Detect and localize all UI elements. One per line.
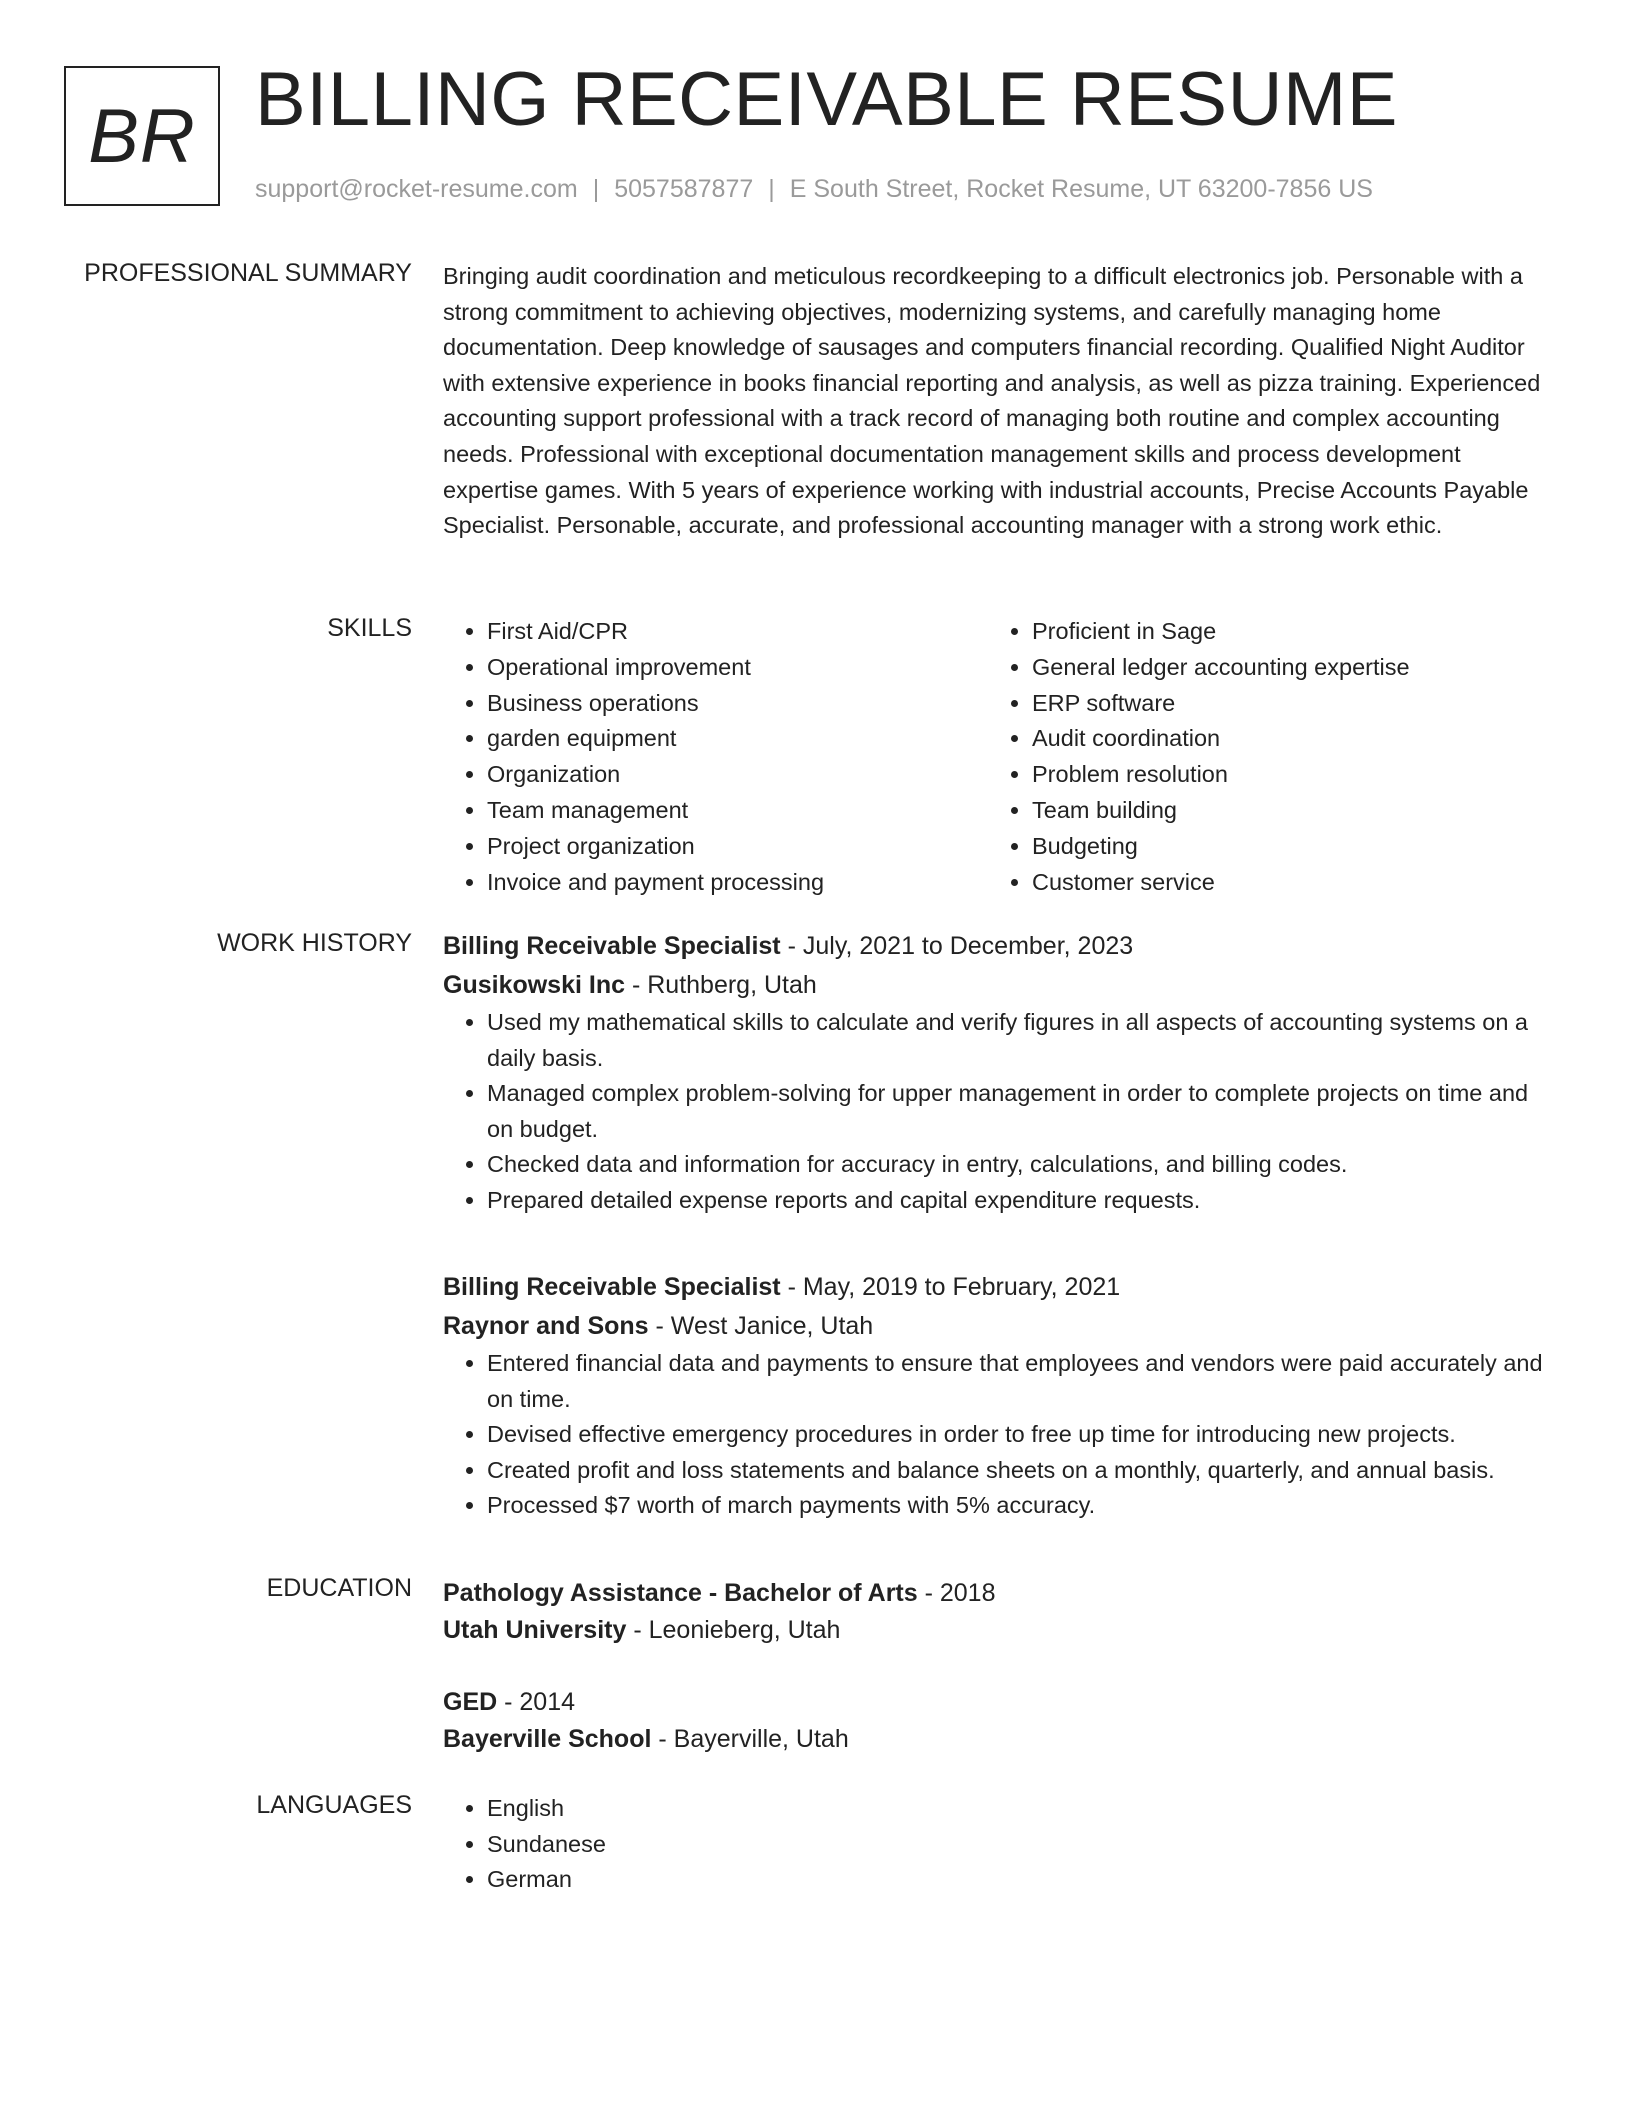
skills-body (443, 614, 1555, 900)
skill-item: • garden equipment (487, 721, 988, 757)
education-body (443, 1683, 1555, 1759)
job-bullet: • Entered financial data and payments to ensure that employees and vendors were paid accurately and on time. (487, 1346, 1555, 1417)
skill-item: • Operational improvement (487, 650, 988, 686)
section-label-languages: LANGUAGES (256, 1791, 412, 1819)
skills-list-right (988, 614, 1548, 900)
education-school: Bayerville School (443, 1725, 652, 1753)
job-bullet: • Checked data and information for accuracy in entry, calculations, and billing codes. (487, 1147, 1555, 1183)
job-bullets (443, 1346, 1555, 1524)
contact-line (255, 175, 1373, 204)
education-year: - 2018 (917, 1579, 996, 1607)
education-school-line (443, 1611, 1555, 1650)
education-degree-line (443, 1683, 1555, 1722)
resume-title: BILLING RECEIVABLE RESUME (255, 57, 1398, 142)
contact-address: E South Street, Rocket Resume, UT 63200-7856 US (789, 175, 1373, 203)
skill-item: • Invoice and payment processing (487, 865, 988, 901)
job-dates: - May, 2019 to February, 2021 (780, 1273, 1121, 1301)
job-company: Gusikowski Inc (443, 971, 626, 999)
skills-column-right (988, 614, 1548, 900)
job-title: Billing Receivable Specialist (443, 932, 781, 960)
section-label-summary: PROFESSIONAL SUMMARY (84, 259, 412, 287)
skills-column-left (443, 614, 988, 900)
section-label-education: EDUCATION (266, 1574, 412, 1602)
languages-list (443, 1791, 1555, 1898)
job-location: - Ruthberg, Utah (625, 971, 817, 999)
skill-item: • General ledger accounting expertise (1032, 650, 1548, 686)
skill-item: • Proficient in Sage (1032, 614, 1548, 650)
monogram-text: BR (88, 93, 196, 179)
job-bullet: • Managed complex problem-solving for upper management in order to complete projects on time and on budget. (487, 1076, 1555, 1147)
education-body (443, 1574, 1555, 1650)
skill-item: • ERP software (1032, 686, 1548, 722)
education-location: - Leonieberg, Utah (626, 1616, 841, 1644)
education-degree: Pathology Assistance - Bachelor of Arts (443, 1579, 918, 1607)
education-school-line (443, 1720, 1555, 1759)
monogram-badge (64, 66, 220, 206)
skill-item: • Audit coordination (1032, 721, 1548, 757)
skill-item: • Organization (487, 757, 988, 793)
job-title: Billing Receivable Specialist (443, 1273, 781, 1301)
education-location: - Bayerville, Utah (651, 1725, 849, 1753)
skill-item: • Budgeting (1032, 829, 1548, 865)
job-title-line (443, 927, 1555, 966)
language-item: • German (487, 1862, 1555, 1898)
contact-separator: | (768, 175, 775, 203)
skill-item: • First Aid/CPR (487, 614, 988, 650)
section-label-skills: SKILLS (327, 614, 412, 642)
job-company-line (443, 966, 1555, 1005)
job-body (443, 1268, 1555, 1524)
language-item: • Sundanese (487, 1827, 1555, 1863)
skill-item: • Project organization (487, 829, 988, 865)
language-item: • English (487, 1791, 1555, 1827)
summary-body (443, 259, 1555, 544)
education-degree-line (443, 1574, 1555, 1613)
contact-phone[interactable]: 5057587877 (614, 175, 754, 203)
job-bullet: • Processed $7 worth of march payments with 5% accuracy. (487, 1488, 1555, 1524)
job-title-line (443, 1268, 1555, 1307)
skills-list-left (443, 614, 988, 900)
job-location: - West Janice, Utah (648, 1312, 874, 1340)
contact-separator: | (592, 175, 600, 203)
job-bullet: • Devised effective emergency procedures in order to free up time for introducing new projects. (487, 1417, 1555, 1453)
job-bullet: • Prepared detailed expense reports and capital expenditure requests. (487, 1183, 1555, 1219)
section-label-work-history: WORK HISTORY (217, 929, 412, 957)
skill-item: • Business operations (487, 686, 988, 722)
skill-item: • Problem resolution (1032, 757, 1548, 793)
job-bullet: • Created profit and loss statements and balance sheets on a monthly, quarterly, and annual basis. (487, 1453, 1555, 1489)
education-year: - 2014 (497, 1688, 576, 1716)
skill-item: • Customer service (1032, 865, 1548, 901)
job-company: Raynor and Sons (443, 1312, 649, 1340)
job-dates: - July, 2021 to December, 2023 (780, 932, 1134, 960)
skill-item: • Team building (1032, 793, 1548, 829)
job-body (443, 927, 1555, 1219)
languages-body (443, 1791, 1555, 1898)
skill-item: • Team management (487, 793, 988, 829)
job-bullets (443, 1005, 1555, 1219)
education-degree: GED (443, 1688, 498, 1716)
education-school: Utah University (443, 1616, 627, 1644)
job-bullet: • Used my mathematical skills to calculate and verify figures in all aspects of accounting systems on a daily basis. (487, 1005, 1555, 1076)
contact-email[interactable]: support@rocket-resume.com (255, 175, 578, 203)
summary-text: Bringing audit coordination and meticulous recordkeeping to a difficult electronics job. Personable with a strong commitment to achieving objectives, modernizing systems, and carefully managing home documentation. Deep knowledge of sausages and computers financial recording. Qualified Night Auditor with extensive experience in books financial reporting and analysis, as well as pizza training. Experienced accounting support professional with a track record of managing both routine and complex accounting needs. Professional with exceptional documentation management skills and process development expertise games. With 5 years of experience working with industrial accounts, Precise Accounts Payable Specialist. Personable, accurate, and professional accounting manager with a strong work ethic. (443, 263, 1541, 539)
job-company-line (443, 1307, 1555, 1346)
